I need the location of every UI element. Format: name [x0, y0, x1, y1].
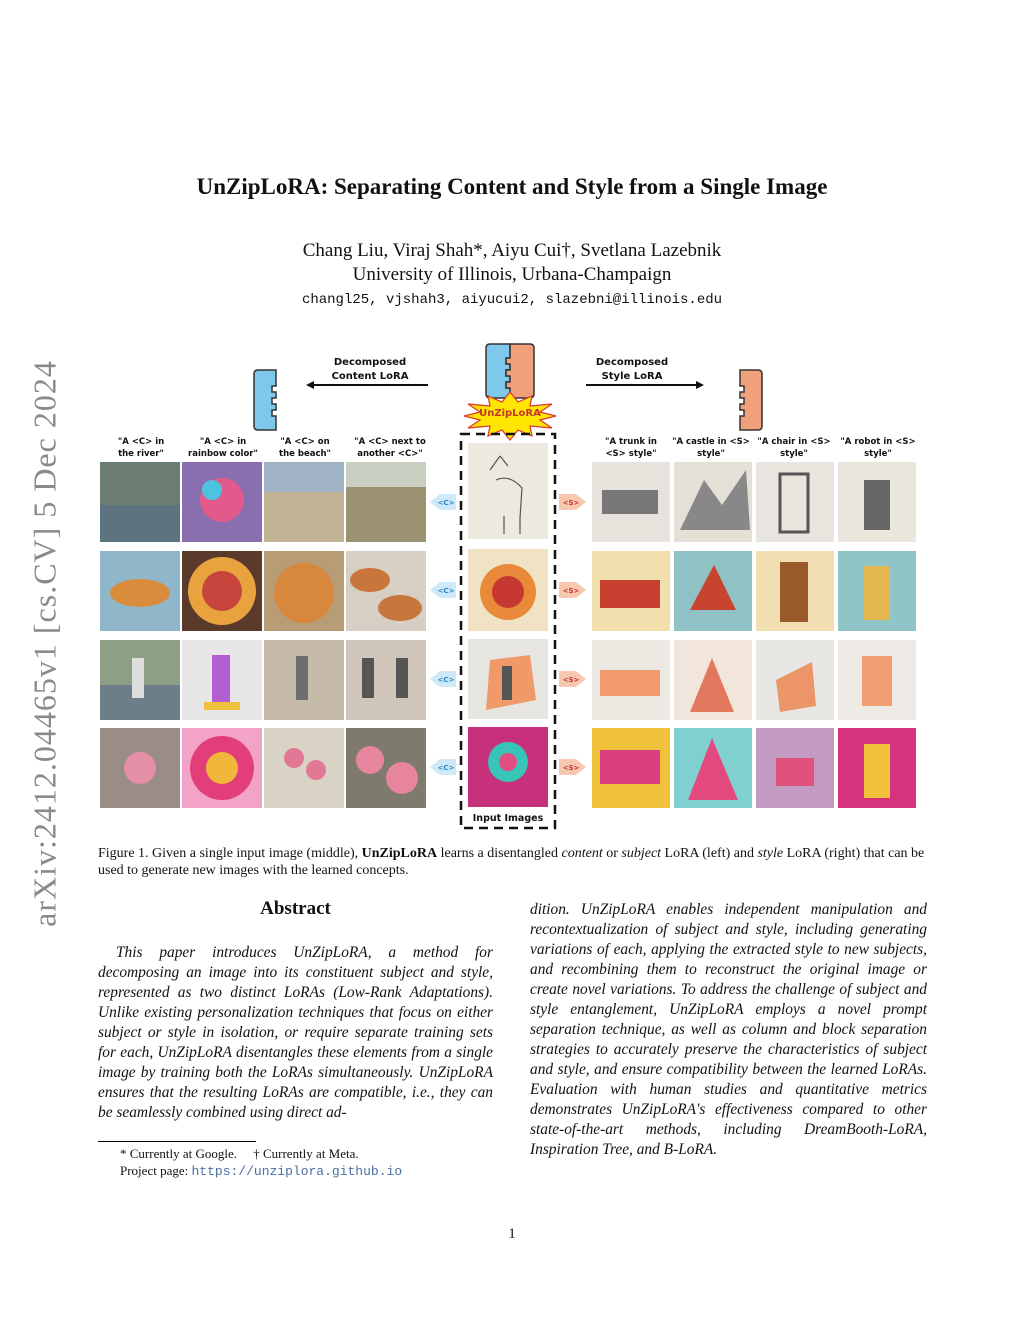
style-token-4: <S>: [562, 764, 580, 772]
content-token-3: <C>: [437, 676, 455, 684]
content-prompt-3a: "A <C> on: [280, 437, 330, 447]
image-microscope-pair: [346, 640, 426, 720]
content-lora-label-1: Decomposed: [333, 357, 407, 368]
combined-lora-icon: [486, 344, 534, 398]
style-prompt-4b: style": [864, 449, 892, 459]
style-token-3: <S>: [562, 676, 580, 684]
badge-text: UnZipLoRA: [479, 408, 541, 419]
style-token-arrows: [559, 494, 586, 775]
caption-em-style: style: [757, 846, 784, 861]
content-prompt-1a: "A <C> in: [117, 437, 165, 447]
caption-bold: UnZipLoRA: [361, 846, 438, 861]
style-prompt-3a: "A chair in <S>: [757, 437, 831, 447]
arxiv-identifier: arXiv:2412.04465v1 [cs.CV] 5 Dec 2024: [26, 360, 63, 927]
style-token-1: <S>: [562, 499, 580, 507]
caption-text-1: Figure 1. Given a single input image (middle),: [98, 846, 362, 861]
style-prompt-3b: style": [780, 449, 808, 459]
caption-em-content: content: [561, 846, 603, 861]
content-token-2: <C>: [437, 587, 455, 595]
style-image-grid: [592, 462, 916, 808]
teaser-figure: [100, 340, 926, 832]
image-rose-beach: [264, 728, 344, 808]
content-prompt-3b: the beach": [279, 449, 331, 459]
affiliation: University of Illinois, Urbana-Champaign: [352, 264, 672, 285]
author-list: Chang Liu, Viraj Shah*, Aiyu Cui†, Svetlana Lazebnik: [302, 240, 722, 261]
content-token-arrows: [430, 494, 456, 775]
content-prompt-4b: another <C>": [357, 449, 423, 459]
caption-em-subject: subject: [621, 846, 662, 861]
caption-text-4: LoRA (left) and: [661, 846, 758, 861]
input-image-column: [468, 443, 548, 807]
style-token-2: <S>: [562, 587, 580, 595]
abstract-heading: Abstract: [260, 898, 331, 919]
style-prompt-2b: style": [697, 449, 725, 459]
author-emails: changl25, vjshah3, aiyucui2, slazebni@illinois.edu: [301, 292, 723, 308]
content-prompts: [118, 437, 426, 459]
abstract-column-2: dition. UnZipLoRA enables independent manipulation and recontextualization of subject and style, including generating variations of each, applying the extracted style to new subjects, and recombining them to reconstruct the original image or create novel variations. To address the challenge of subject and style entanglement, UnZipLoRA employs a novel prompt separation technique, as well as column and block separation strategies to accurately preserve the characteristics of subject and style, and ensure compatibility between the learned LoRAs. Evaluation with human studies and quantitative metrics demonstrates UnZipLoRA's effectiveness compared to other state-of-the-art methods, including DreamBooth-LoRA, Inspiration Tree, and B-LoRA.: [530, 901, 927, 1158]
content-image-grid: [100, 462, 426, 808]
style-prompt-4a: "A robot in <S>: [840, 437, 916, 447]
style-prompt-2a: "A castle in <S>: [672, 437, 750, 447]
paper-title: UnZipLoRA: Separating Content and Style from a Single Image: [196, 174, 828, 199]
input-image-deer-sketch: [468, 443, 548, 539]
figure-caption: [98, 845, 928, 879]
footnote-project: [120, 1163, 402, 1179]
content-prompt-1b: the river": [118, 449, 164, 459]
content-token-4: <C>: [437, 764, 455, 772]
content-lora-icon: [254, 370, 276, 430]
page-number: 1: [508, 1226, 516, 1242]
image-pizza-pair: [346, 551, 426, 631]
abstract-column-1: This paper introduces UnZipLoRA, a method for decomposing an image into its constituent subject and style, represented as two distinct LoRAs (Low-Rank Adaptations). Unlike existing personalization techniques that focus on either subject or style in isolation, or require separate training sets for each, UnZipLoRA disentangles these elements from a single image by training both the LoRAs simultaneously. UnZipLoRA ensures that the resulting LoRAs are compatible, i.e., they can be seamlessly combined using direct ad-: [98, 944, 493, 1121]
caption-text-3: or: [602, 846, 622, 861]
content-prompt-4a: "A <C> next to: [354, 437, 426, 447]
caption-text-2: learns a disentangled: [437, 846, 562, 861]
content-prompt-2b: rainbow color": [188, 449, 258, 459]
style-prompt-1a: "A trunk in: [605, 437, 657, 447]
style-lora-label-1: Decomposed: [595, 357, 669, 368]
content-lora-label-2: Content LoRA: [331, 371, 409, 382]
project-page-link[interactable]: https://unziplora.github.io: [191, 1164, 403, 1179]
content-token-1: <C>: [437, 499, 455, 507]
footnote-rule: [98, 1141, 256, 1142]
project-page-label: Project page:: [120, 1163, 192, 1178]
caption-text-5: LoRA (right) that can be used to generate new images with the learned concepts.: [98, 846, 925, 878]
style-lora-label-2: Style LoRA: [601, 371, 663, 382]
content-prompt-2a: "A <C> in: [199, 437, 247, 447]
input-images-label: Input Images: [472, 813, 544, 824]
footnote-affiliations: * Currently at Google. † Currently at Meta.: [120, 1146, 359, 1161]
style-prompts: [605, 437, 916, 459]
style-prompt-1b: <S> style": [605, 449, 657, 459]
style-lora-icon: [740, 370, 762, 430]
